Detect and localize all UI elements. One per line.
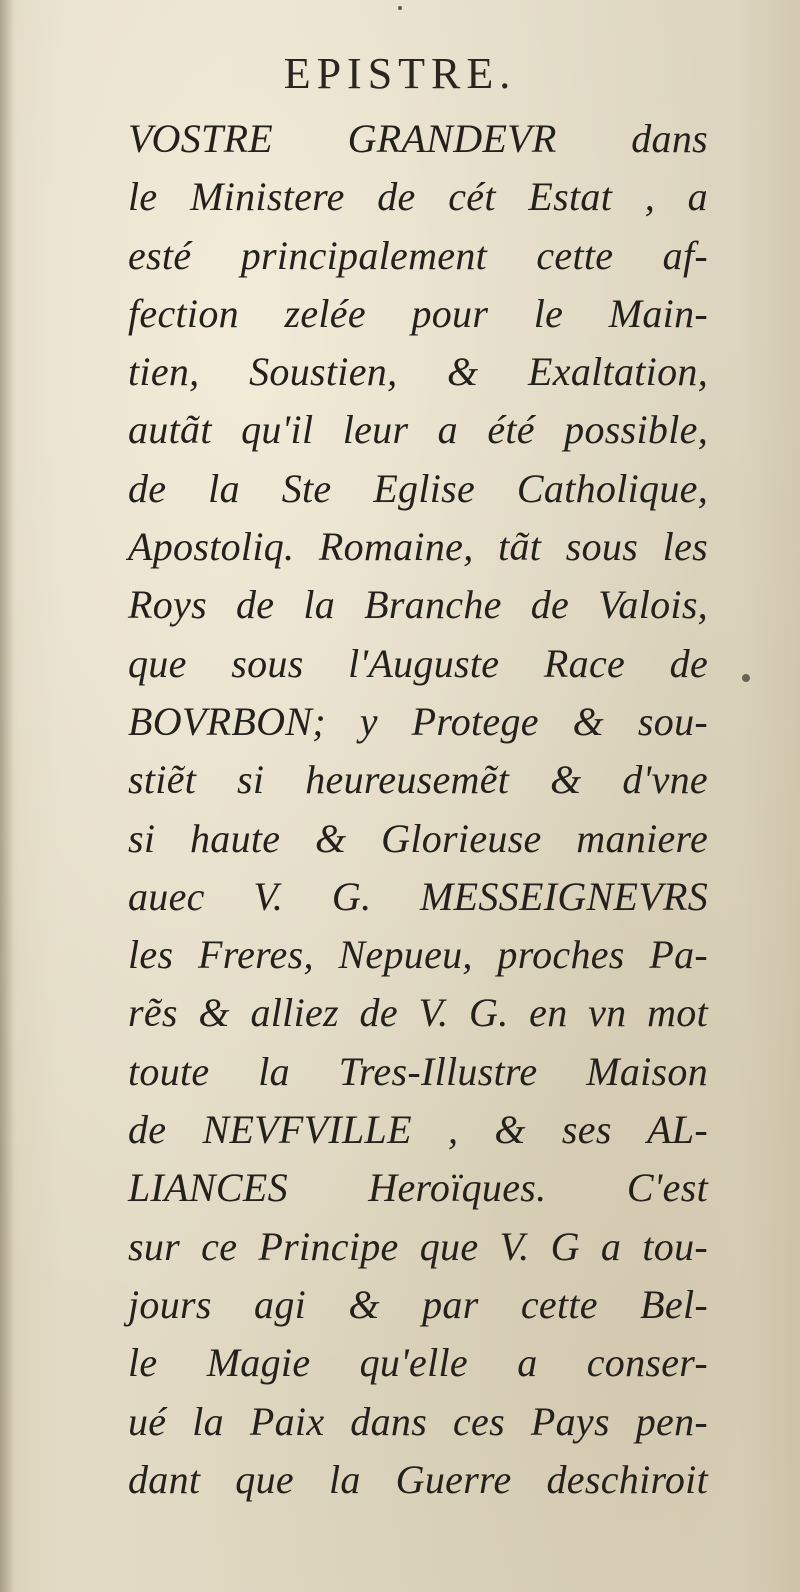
text-line: sur ce Principe que V. G a tou- xyxy=(128,1223,708,1269)
text-line: VOSTRE GRANDEVR dans xyxy=(128,116,708,161)
text-line: les Freres, Nepueu, proches Pa- xyxy=(128,932,708,978)
text-line: tien, Soustien, & Exaltation, xyxy=(128,349,708,395)
text-line: si haute & Glorieuse maniere xyxy=(128,815,708,861)
text-line: de NEVFVILLE , & ses AL- xyxy=(128,1107,708,1153)
text-line: auec V. G. MESSEIGNEVRS xyxy=(128,873,708,919)
text-line: ué la Paix dans ces Pays pen- xyxy=(128,1398,708,1444)
text-line: dant que la Guerre deschiroit xyxy=(128,1456,708,1502)
text-line: jours agi & par cette Bel- xyxy=(128,1281,708,1327)
text-line: toute la Tres-Illustre Maison xyxy=(128,1048,708,1094)
text-line: que sous l'Auguste Race de xyxy=(128,640,708,686)
text-line: esté principalement cette af- xyxy=(128,232,708,278)
text-line: autãt qu'il leur a été possible, xyxy=(128,407,708,453)
margin-ink-dot xyxy=(742,674,750,682)
text-line: BOVRBON; y Protege & sou- xyxy=(128,698,708,744)
text-line: fection zelée pour le Main- xyxy=(128,290,708,336)
text-line: le Magie qu'elle a conser- xyxy=(128,1340,708,1386)
text-line: de la Ste Eglise Catholique, xyxy=(128,465,708,511)
text-line: Roys de la Branche de Valois, xyxy=(128,582,708,628)
ink-speck xyxy=(398,6,402,10)
text-line: Apostoliq. Romaine, tãt sous les xyxy=(128,524,708,570)
text-line: le Ministere de cét Estat , a xyxy=(128,174,708,220)
running-head: EPISTRE. xyxy=(283,49,517,98)
text-line: LIANCES Heroïques. C'est xyxy=(128,1165,708,1211)
text-line: rẽs & alliez de V. G. en vn mot xyxy=(128,990,708,1036)
body-text xyxy=(128,110,708,1509)
text-line: stiẽt si heureusemẽt & d'vne xyxy=(128,757,708,803)
gutter-shadow xyxy=(0,0,14,1592)
